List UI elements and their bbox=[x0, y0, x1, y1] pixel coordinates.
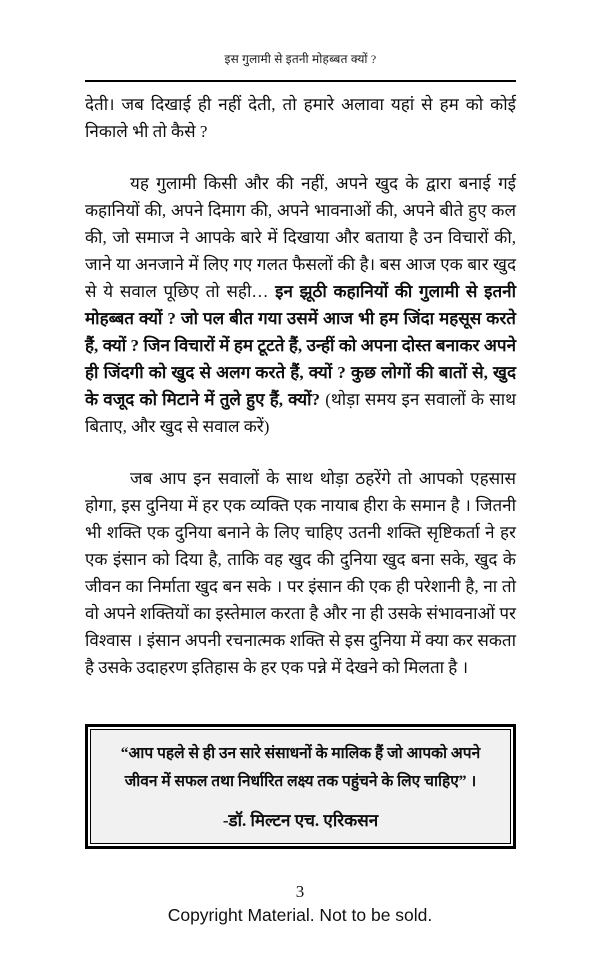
copyright-notice: Copyright Material. Not to be sold. bbox=[167, 905, 433, 925]
page-content bbox=[85, 0, 516, 849]
paragraph-slavery-bold-questions: इन झूठी कहानियों की गुलामी से इतनी मोहब्बत क्यों ? जो पल बीत गया उसमें आज भी हम जिंदा महसूस करते हैं, क्यों ? जिन विचारों में हम टूटते हैं, उन्हीं को अपना दोस्त बनाकर अपने ही जिंदगी को खुद से अलग करते हैं, क्यों ? कुछ लोगों की बातों से, खुद के वजूद को मिटाने में तुले हुए हैं, क्यों? bbox=[85, 282, 516, 409]
paragraph-diamond: जब आप इन सवालों के साथ थोड़ा ठहरेंगे तो आपको एहसास होगा, इस दुनिया में हर एक व्यक्ति एक नायाब हीरा के समान है । जितनी भी शक्ति एक दुनिया बनाने के लिए चाहिए उतनी शक्ति सृष्टिकर्ता ने हर एक इंसान को दिया है, ताकि वह खुद की दुनिया खुद बना सके, खुद के जीवन का निर्माता खुद बन सके । पर इंसान की एक ही परेशानी है, ना तो वो अपने शक्तियों का इस्तेमाल करता है और ना ही उसके संभावनाओं पर विश्वास । इंसान अपनी रचनात्मक शक्ति से इस दुनिया में क्या कर सकता है उसके उदाहरण इतिहास के हर एक पन्ने में देखने को मिलता है । bbox=[85, 469, 516, 677]
paragraph-slavery bbox=[85, 170, 516, 440]
body-text bbox=[85, 91, 516, 681]
page-footer bbox=[0, 882, 600, 926]
quote-attribution: -डॉ. मिल्टन एच. एरिकसन bbox=[222, 811, 379, 830]
paragraph-slavery-regular-2: (थोड़ा समय इन सवालों के साथ बिताए, और खुद से सवाल करें) bbox=[85, 390, 516, 436]
page-number: 3 bbox=[295, 882, 305, 901]
quote-box bbox=[85, 724, 516, 849]
header-rule bbox=[85, 80, 516, 82]
paragraph-continuation: देती। जब दिखाई ही नहीं देती, तो हमारे अलावा यहां से हम को कोई निकाले भी तो कैसे ? bbox=[85, 95, 516, 141]
running-header-title: इस गुलामी से इतनी मोहब्बत क्यों ? bbox=[224, 52, 377, 66]
quote-text: “आप पहले से ही उन सारे संसाधनों के मालिक हैं जो आपको अपने जीवन में सफल तथा निर्धारित लक्ष्य तक पहुंचने के लिए चाहिए” । bbox=[120, 745, 481, 790]
paragraph-slavery-regular-1: यह गुलामी किसी और की नहीं, अपने खुद के द्वारा बनाई गई कहानियों की, अपने दिमाग की, अपने भावनाओं की, अपने बीते हुए कल की, जो समाज ने आपके बारे में दिखाया और बताया है उन विचारों की, जाने या अनजाने में लिए गए गलत फैसलों की है। बस आज एक बार खुद से ये सवाल पूछिए तो सही… bbox=[85, 174, 516, 301]
quote-box-inner bbox=[90, 729, 511, 844]
